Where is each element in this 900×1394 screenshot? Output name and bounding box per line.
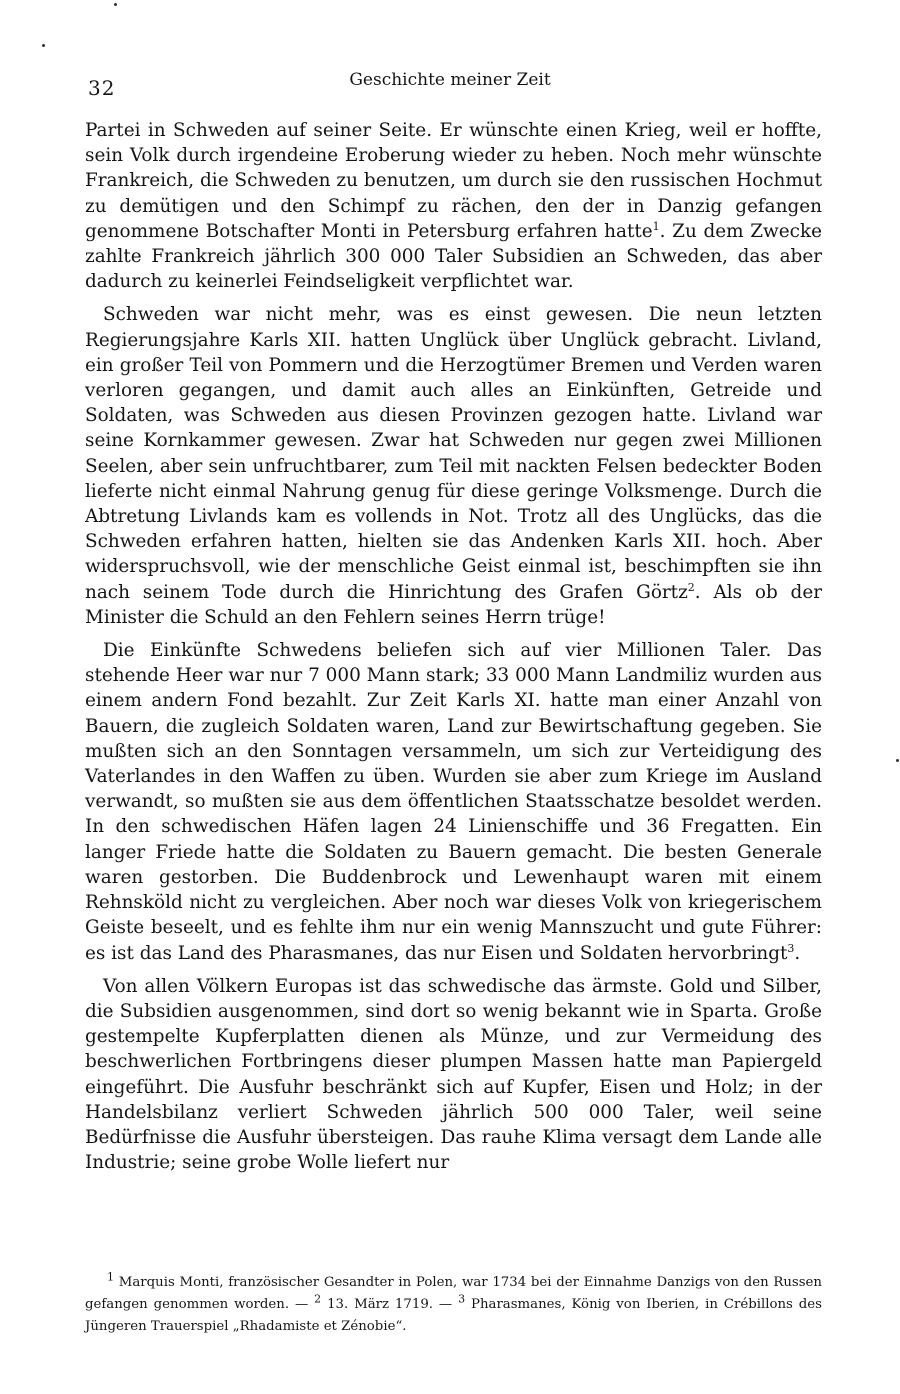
footnote-marker: 2: [687, 580, 695, 594]
paragraph-text: . Zu dem Zwecke zahlte Frankreich jährlich 300 000 Taler Subsidien an Schweden, das aber dadurch zu keinerlei Feindseligkeit verpflichtet war.: [85, 220, 822, 293]
footnote-marker: 1: [652, 219, 660, 233]
paragraph-4: [85, 974, 822, 1176]
running-head: Geschichte meiner Zeit: [349, 70, 551, 90]
paragraph-2: [85, 302, 822, 630]
scan-speck: [42, 44, 45, 47]
footnotes: [85, 1272, 822, 1338]
footnote-text: Pharasmanes, König von Iberien, in Crébillons des Jüngeren Trauerspiel „Rhadamiste et Zénobie“.: [85, 1297, 822, 1334]
footnote-number: 3: [458, 1292, 466, 1306]
footnote-text: 13. März 1719. —: [327, 1297, 453, 1312]
paragraph-text: Schweden war nicht mehr, was es einst gewesen. Die neun letzten Regierungsjahre Karls XII. hatten Unglück über Unglück gebracht. Livland, ein großer Teil von Pommern und die Herzogtümer Bremen und Verden waren verloren gegangen, und damit auch alles an Einkünften, Getreide und Soldaten, was Schweden aus diesen Provinzen gezogen hatte. Livland war seine Kornkammer gewesen. Zwar hat Schweden nur gegen zwei Millionen Seelen, aber sein unfruchtbarer, zum Teil mit nackten Felsen bedeckter Boden lieferte nicht einmal Nahrung genug für diese geringe Volksmenge. Durch die Abtretung Livlands kam es vollends in Not. Trotz all des Unglücks, das die Schweden erfahren hatten, hielten sie das Andenken Karls XII. hoch. Aber widerspruchsvoll, wie der menschliche Geist einmal ist, beschimpften sie ihn nach seinem Tode durch die Hinrichtung des Grafen Görtz: [85, 304, 822, 603]
footnote-text: Marquis Monti, französischer Gesandter in Polen, war 1734 bei der Einnahme Danzigs von den Russen gefangen genommen worden. —: [85, 1275, 822, 1312]
footnote-number: 2: [314, 1292, 322, 1306]
paragraph-text: Partei in Schweden auf seiner Seite. Er wünschte einen Krieg, weil er hoffte, sein Volk durch irgendeine Eroberung wieder zu heben. Noch mehr wünschte Frankreich, die Schweden zu benutzen, um durch sie den russischen Hochmut zu demütigen und den Schimpf zu rächen, den der in Danzig gefangen genommene Botschafter Monti in Petersburg erfahren hatte: [85, 120, 822, 242]
paragraph-3: [85, 638, 822, 966]
footnote-marker: 3: [787, 941, 795, 955]
footnote-number: 1: [107, 1270, 114, 1284]
paragraph-text: . Als ob der Minister die Schuld an den Fehlern seines Herrn trüge!: [85, 581, 822, 628]
body-text: [85, 118, 822, 1183]
paragraph-text: Die Einkünfte Schwedens beliefen sich auf vier Millionen Taler. Das stehende Heer war nur 7 000 Mann stark; 33 000 Mann Landmiliz wurden aus einem andern Fond bezahlt. Zur Zeit Karls XI. hatte man einer Anzahl von Bauern, die zugleich Soldaten waren, Land zur Bewirtschaftung gegeben. Sie mußten sich an den Sonntagen versammeln, um sich zur Verteidigung des Vaterlandes in den Waffen zu üben. Wurden sie aber zum Kriege im Ausland verwandt, so mußten sie aus dem öffentlichen Staatsschatze besoldet werden. In den schwedischen Häfen lagen 24 Linienschiffe und 36 Fregatten. Ein langer Friede hatte die Soldaten zu Bauern gemacht. Die besten Generale waren gestorben. Die Buddenbrock und Lewenhaupt waren mit einem Rehnsköld nicht zu vergleichen. Aber noch war dieses Volk von kriegerischem Geiste beseelt, und es fehlte ihm nur ein wenig Mannszucht und gute Führer: es ist das Land des Pharasmanes, das nur Eisen und Soldaten hervorbringt: [85, 640, 822, 964]
paragraph-1: [85, 118, 822, 294]
footnote-block: [85, 1272, 822, 1338]
scan-speck: [114, 3, 117, 6]
scan-speck: [896, 759, 899, 762]
page-number: 32: [88, 76, 116, 100]
paragraph-text: .: [794, 942, 801, 964]
paragraph-text: Von allen Völkern Europas ist das schwedische das ärmste. Gold und Silber, die Subsidien ausgenommen, sind dort so wenig bekannt wie in Sparta. Große gestempelte Kupferplatten dienen als Münze, und zur Vermeidung des beschwerlichen Fortbringens dieser plumpen Massen hatte man Papiergeld eingeführt. Die Ausfuhr beschränkt sich auf Kupfer, Eisen und Holz; in der Handelsbilanz verliert Schweden jährlich 500 000 Taler, weil seine Bedürfnisse die Ausfuhr übersteigen. Das rauhe Klima versagt dem Lande alle Industrie; seine grobe Wolle liefert nur: [85, 975, 822, 1174]
